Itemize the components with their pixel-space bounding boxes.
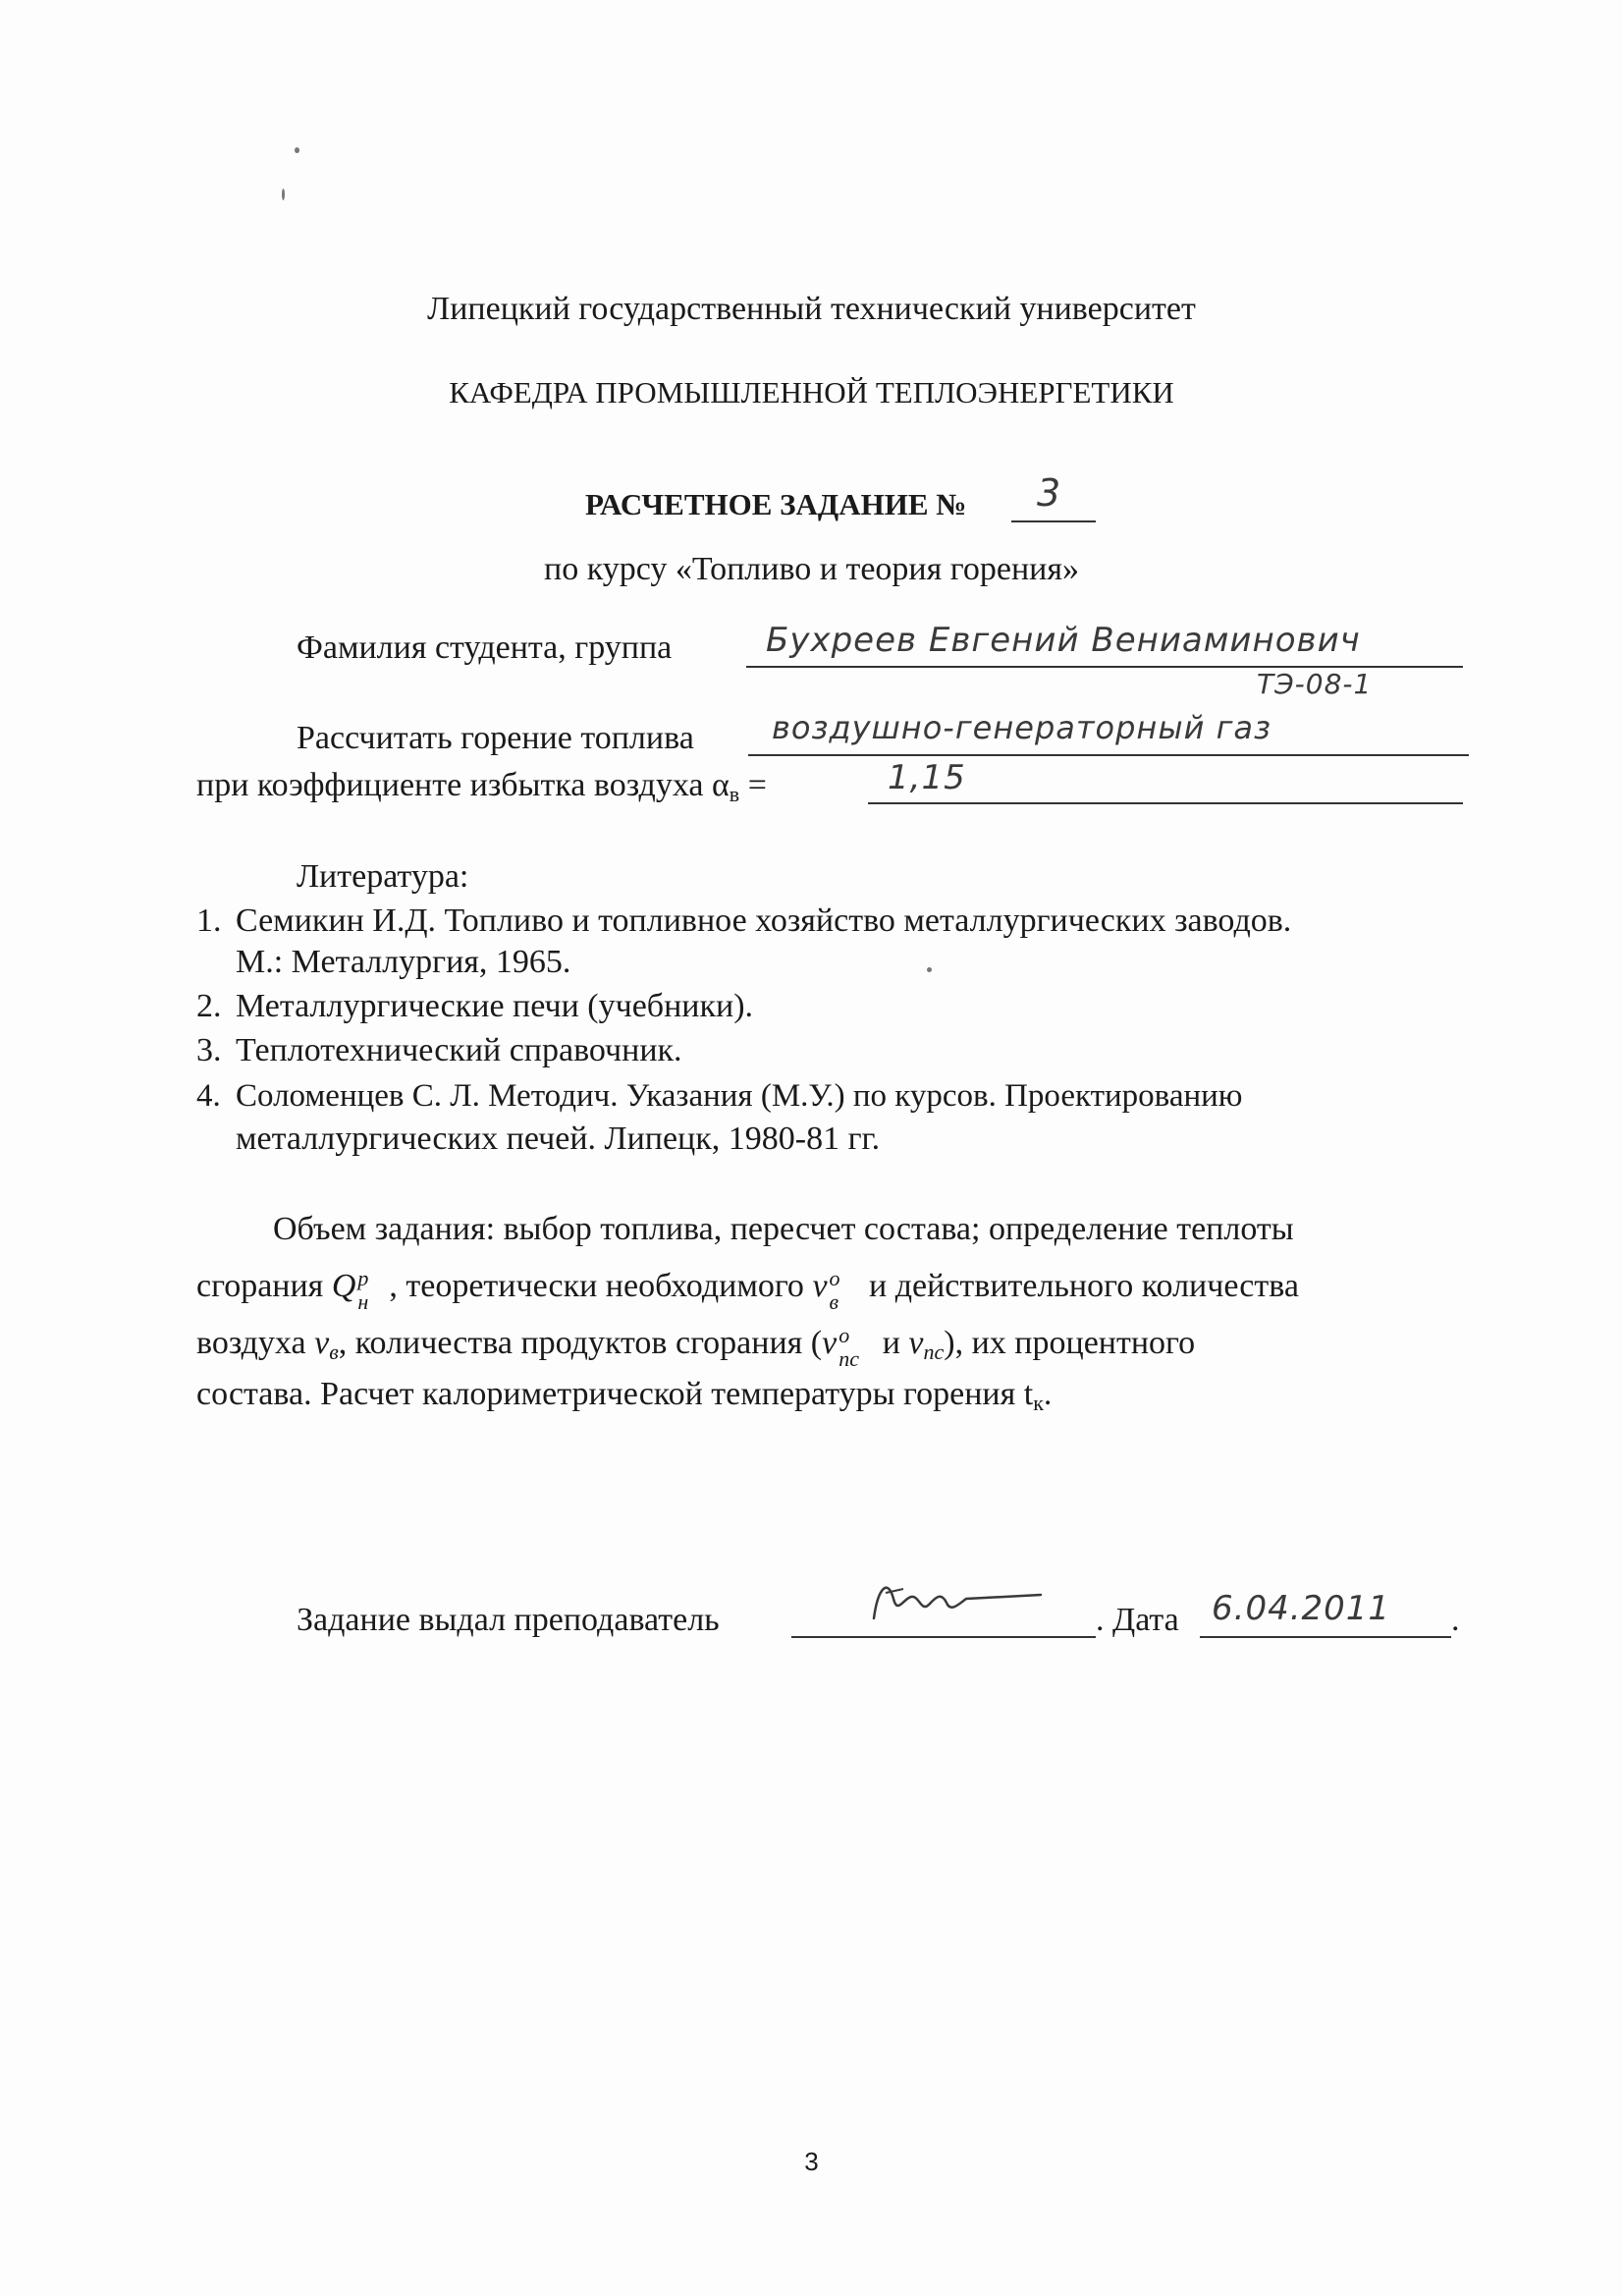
literature-item-4 xyxy=(196,1076,1242,1116)
alpha-underline xyxy=(868,802,1463,804)
page-number: 3 xyxy=(804,2147,819,2176)
heat-value-sup: р xyxy=(357,1266,369,1290)
literature-heading: Литература: xyxy=(297,858,469,895)
literature-item-1-cont: М.: Металлургия, 1965. xyxy=(236,944,571,980)
scope-text: сгорания xyxy=(196,1268,332,1304)
assignment-title xyxy=(585,485,966,524)
literature-item-1 xyxy=(196,902,1291,941)
literature-item-number: 2. xyxy=(196,988,222,1024)
alpha-handwritten: 1,15 xyxy=(888,758,966,797)
scope-line-1: Объем задания: выбор топлива, пересчет состава; определение теплоты xyxy=(273,1211,1294,1247)
scope-text: и xyxy=(874,1325,909,1361)
alpha-line xyxy=(196,766,767,814)
scan-speck xyxy=(295,147,299,153)
scope-line-2 xyxy=(196,1266,1299,1314)
course-name: по курсу «Топливо и теория горения» xyxy=(544,551,1079,587)
literature-item-3 xyxy=(196,1031,682,1070)
scope-text: воздуха xyxy=(196,1325,315,1361)
air-actual-symbol: v xyxy=(314,1325,330,1361)
fuel-handwritten: воздушно-генераторный газ xyxy=(772,709,1271,746)
heat-value-sub: н xyxy=(357,1289,369,1314)
student-name-handwritten: Бухреев Евгений Вениаминович xyxy=(766,621,1361,660)
literature-item-number: 4. xyxy=(196,1078,221,1114)
heat-value-indices xyxy=(355,1266,389,1314)
assignment-title-label: РАСЧЕТНОЕ ЗАДАНИЕ № xyxy=(585,487,967,521)
fuel-line xyxy=(748,754,1469,756)
scope-line-3 xyxy=(196,1324,1195,1372)
alpha-eq: = xyxy=(739,767,767,803)
literature-item-number: 3. xyxy=(196,1032,222,1068)
alpha-subscript: в xyxy=(729,782,740,806)
student-label: Фамилия студента, группа xyxy=(297,629,673,666)
air-actual-sub: в xyxy=(329,1339,339,1364)
university-name: Липецкий государственный технический университет xyxy=(427,291,1196,327)
date-label: . Дата xyxy=(1096,1602,1179,1638)
scope-text: , теоретически необходимого xyxy=(389,1268,813,1304)
scope-text: и действительного количества xyxy=(860,1268,1299,1304)
products-theoretical-indices xyxy=(837,1323,874,1371)
date-end: . xyxy=(1451,1602,1460,1638)
air-theoretical-sub: в xyxy=(829,1289,839,1314)
scan-speck xyxy=(927,967,932,972)
products-theoretical-sub: пс xyxy=(839,1346,859,1371)
alpha-label: при коэффициенте избытка воздуха α xyxy=(196,767,730,803)
assignment-number-line xyxy=(1011,520,1096,522)
student-group-handwritten: ТЭ-08-1 xyxy=(1257,668,1373,700)
scope-text: , количества продуктов сгорания ( xyxy=(338,1325,823,1361)
scope-text: ), их процентного xyxy=(944,1325,1196,1361)
temperature-sub: к xyxy=(1033,1391,1044,1415)
date-line xyxy=(1200,1636,1451,1638)
issued-label: Задание выдал преподаватель xyxy=(297,1602,720,1638)
fuel-label: Рассчитать горение топлива xyxy=(297,720,694,756)
teacher-signature xyxy=(864,1569,1060,1628)
department-name: КАФЕДРА ПРОМЫШЛЕННОЙ ТЕПЛОЭНЕРГЕТИКИ xyxy=(449,375,1174,410)
air-theoretical-sup: о xyxy=(829,1266,840,1290)
literature-item-text: Металлургические печи (учебники). xyxy=(236,988,754,1024)
scan-speck xyxy=(282,189,285,200)
scope-text: состава. Расчет калориметрической температуры горения t xyxy=(196,1376,1034,1412)
literature-item-text: Семикин И.Д. Топливо и топливное хозяйство металлургических заводов. xyxy=(236,902,1292,939)
scope-text: . xyxy=(1043,1376,1053,1412)
assignment-number-handwritten: 3 xyxy=(1037,471,1062,515)
products-theoretical-sup: о xyxy=(839,1323,850,1347)
literature-item-text: Соломенцев С. Л. Методич. Указания (М.У.) по курсов. Проектированию xyxy=(236,1078,1243,1114)
scope-line-4 xyxy=(196,1375,1052,1423)
signature-line xyxy=(791,1636,1096,1638)
products-theoretical-symbol: v xyxy=(822,1325,838,1361)
heat-value-symbol: Q xyxy=(331,1268,356,1304)
date-handwritten: 6.04.2011 xyxy=(1212,1589,1391,1628)
signature-image xyxy=(864,1569,1060,1628)
air-theoretical-symbol: v xyxy=(812,1268,828,1304)
air-theoretical-indices xyxy=(828,1266,861,1314)
literature-item-text: Теплотехнический справочник. xyxy=(236,1032,682,1068)
literature-item-number: 1. xyxy=(196,902,222,939)
literature-item-2 xyxy=(196,987,753,1026)
products-actual-symbol: v xyxy=(908,1325,924,1361)
products-actual-sub: пс xyxy=(923,1339,945,1364)
literature-item-4-cont: металлургических печей. Липецк, 1980-81 гг. xyxy=(236,1121,881,1157)
